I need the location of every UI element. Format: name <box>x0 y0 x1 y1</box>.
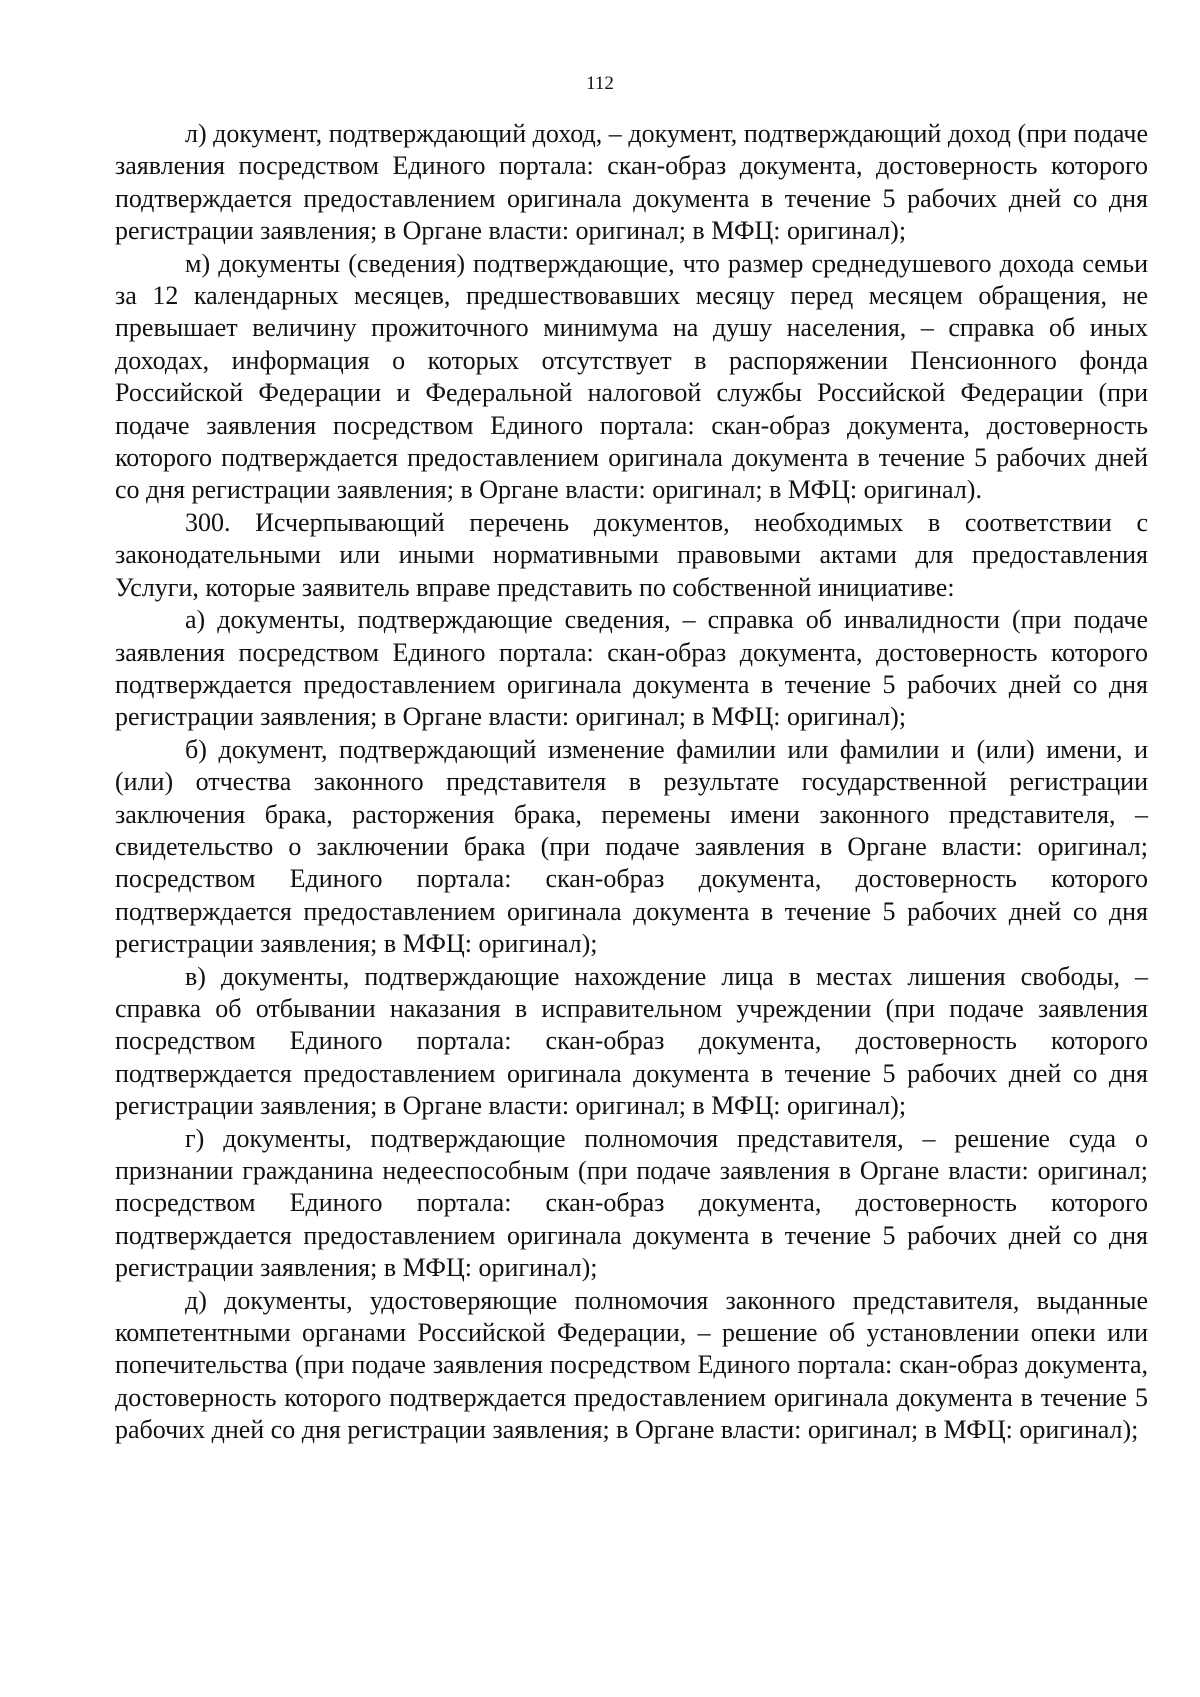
paragraph-m-income-certificate: м) документы (сведения) подтверждающие, что размер среднедушевого дохода семьи за 12 календарных месяцев, предшествовавших месяцу перед месяцем обращения, не превышает величину прожиточного минимума на душу населения, – справка об иных доходах, информация о которых отсутствует в распоряжении Пенсионного фонда Российской Федерации и Федеральной налоговой службы Российской Федерации (при подаче заявления посредством Единого портала: скан-образ документа, достоверность которого подтверждается предоставлением оригинала документа в течение 5 рабочих дней со дня регистрации заявления; в Органе власти: оригинал; в МФЦ: оригинал). <box>115 248 1148 505</box>
paragraph-300-document-list: 300. Исчерпывающий перечень документов, необходимых в соответствии с законодательными или иными нормативными правовыми актами для предоставления Услуги, которые заявитель вправе представить по собственной инициативе: <box>115 507 1148 602</box>
paragraph-b-name-change-document: б) документ, подтверждающий изменение фамилии или фамилии и (или) имени, и (или) отчества законного представителя в результате государственной регистрации заключения брака, расторжения брака, перемены имени законного представителя, – свидетельство о заключении брака (при подаче заявления в Органе власти: оригинал; посредством Единого портала: скан-образ документа, достоверность которого подтверждается предоставлением оригинала документа в течение 5 рабочих дней со дня регистрации заявления; в МФЦ: оригинал); <box>115 734 1148 959</box>
page-number: 112 <box>586 73 614 94</box>
document-body <box>115 118 1148 1447</box>
paragraph-v-imprisonment-certificate: в) документы, подтверждающие нахождение лица в местах лишения свободы, – справка об отбывании наказания в исправительном учреждении (при подаче заявления посредством Единого портала: скан-образ документа, достоверность которого подтверждается предоставлением оригинала документа в течение 5 рабочих дней со дня регистрации заявления; в Органе власти: оригинал; в МФЦ: оригинал); <box>115 961 1148 1121</box>
paragraph-a-disability-certificate: а) документы, подтверждающие сведения, – справка об инвалидности (при подаче заявления посредством Единого портала: скан-образ документа, достоверность которого подтверждается предоставлением оригинала документа в течение 5 рабочих дней со дня регистрации заявления; в Органе власти: оригинал; в МФЦ: оригинал); <box>115 605 1148 732</box>
paragraph-l-income-document: л) документ, подтверждающий доход, – документ, подтверждающий доход (при подаче заявления посредством Единого портала: скан-образ документа, достоверность которого подтверждается предоставлением оригинала документа в течение 5 рабочих дней со дня регистрации заявления; в Органе власти: оригинал; в МФЦ: оригинал); <box>115 119 1148 246</box>
paragraph-d-guardianship-decision: д) документы, удостоверяющие полномочия законного представителя, выданные компетентными органами Российской Федерации, – решение об установлении опеки или попечительства (при подаче заявления посредством Единого портала: скан-образ документа, достоверность которого подтверждается предоставлением оригинала документа в течение 5 рабочих дней со дня регистрации заявления; в Органе власти: оригинал; в МФЦ: оригинал); <box>115 1285 1148 1445</box>
paragraph-g-court-decision: г) документы, подтверждающие полномочия представителя, – решение суда о признании гражданина недееспособным (при подаче заявления в Органе власти: оригинал; посредством Единого портала: скан-образ документа, достоверность которого подтверждается предоставлением оригинала документа в течение 5 рабочих дней со дня регистрации заявления; в МФЦ: оригинал); <box>115 1123 1148 1283</box>
